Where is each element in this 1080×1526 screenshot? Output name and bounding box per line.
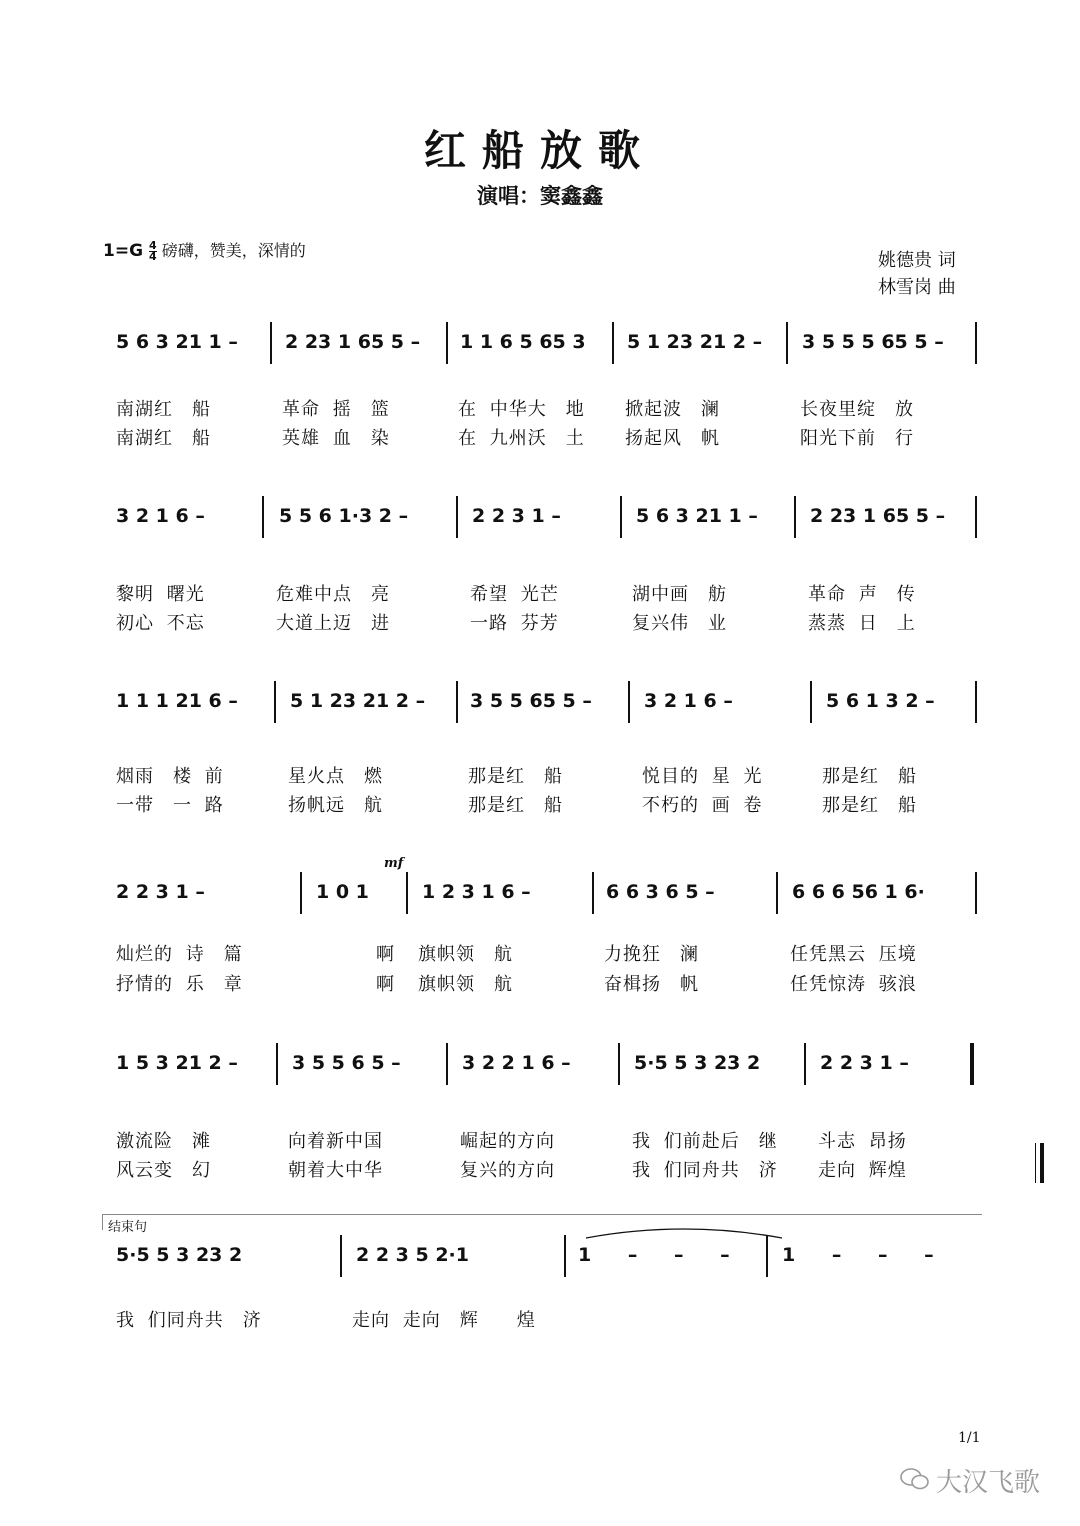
measure: 3 2 1 6 – xyxy=(644,690,733,712)
barline xyxy=(975,681,977,723)
measure: 1 0 1 xyxy=(316,881,369,903)
barline xyxy=(276,1043,278,1085)
wechat-icon xyxy=(900,1468,930,1490)
lyric: 英雄 血 染 xyxy=(282,428,390,449)
lyric: 在 中华大 地 xyxy=(458,399,585,420)
lyric: 朝着大中华 xyxy=(288,1160,383,1181)
barline xyxy=(786,322,788,364)
lyric: 黎明 曙光 xyxy=(116,584,205,605)
lyric: 那是红 船 xyxy=(822,795,917,816)
time-signature: $\frac{4}{4}$ xyxy=(149,238,157,263)
measure: 1 2 3 1 6 – xyxy=(422,881,531,903)
mood-marking: 磅礴，赞美，深情的 xyxy=(161,241,306,260)
lyric: 阳光下前 行 xyxy=(800,428,914,449)
lyric: 掀起波 澜 xyxy=(625,399,720,420)
barline xyxy=(975,872,977,914)
lyricist-credit: 姚德贵 词 xyxy=(878,250,956,271)
barline xyxy=(776,872,778,914)
measure: 1 – – – xyxy=(578,1244,730,1266)
measure: 5 1 23 21 2 – xyxy=(290,690,426,712)
lyric: 抒情的 乐 章 xyxy=(116,974,243,995)
barline xyxy=(446,322,448,364)
lyric: 向着新中国 xyxy=(288,1131,383,1152)
lyric: 扬帆远 航 xyxy=(288,795,383,816)
measure: 6 6 3 6 5 – xyxy=(606,881,715,903)
measure: 3 5 5 5 65 5 – xyxy=(802,331,944,353)
measure: 2 2 3 5 2·1 xyxy=(356,1244,469,1266)
composer-credit: 林雪岗 曲 xyxy=(878,277,956,298)
lyric: 长夜里绽 放 xyxy=(800,399,914,420)
barline xyxy=(340,1235,342,1277)
barline xyxy=(456,681,458,723)
barline xyxy=(262,496,264,538)
lyric: 走向 辉煌 xyxy=(818,1160,907,1181)
lyric: 奋楫扬 帆 xyxy=(604,974,699,995)
lyric: 任凭惊涛 骇浪 xyxy=(790,974,917,995)
lyric: 南湖红 船 xyxy=(116,428,211,449)
barline xyxy=(794,496,796,538)
barline xyxy=(300,872,302,914)
lyric: 灿烂的 诗 篇 xyxy=(116,944,243,965)
lyric: 那是红 船 xyxy=(822,766,917,787)
lyric: 啊 xyxy=(376,944,395,965)
key-signature xyxy=(103,238,306,262)
dynamic-mark: mf xyxy=(384,856,404,871)
lyric: 激流险 滩 xyxy=(116,1131,211,1152)
measure: 5·5 5 3 23 2 xyxy=(116,1244,243,1266)
measure: 2 23 1 65 5 – xyxy=(285,331,421,353)
lyric: 旗帜领 航 xyxy=(418,974,513,995)
lyric: 湖中画 舫 xyxy=(632,584,727,605)
final-repeat-barline-thin xyxy=(1035,1143,1036,1183)
measure: 1 1 6 5 65 3 xyxy=(460,331,586,353)
page-number: 1/1 xyxy=(958,1430,981,1446)
lyric: 走向 走向 辉 煌 xyxy=(352,1310,536,1331)
lyric: 革命 摇 篮 xyxy=(282,399,390,420)
barline xyxy=(274,681,276,723)
barline xyxy=(628,681,630,723)
lyric: 复兴的方向 xyxy=(460,1160,555,1181)
lyric: 悦目的 星 光 xyxy=(642,766,763,787)
measure: 3 5 5 65 5 – xyxy=(470,690,592,712)
barline xyxy=(975,496,977,538)
lyric: 烟雨 楼 前 xyxy=(116,766,224,787)
ending-bracket xyxy=(102,1214,103,1230)
lyric: 一路 芬芳 xyxy=(470,613,559,634)
lyric: 任凭黑云 压境 xyxy=(790,944,917,965)
measure: 2 2 3 1 – xyxy=(116,881,205,903)
ending-label: 结束句 xyxy=(108,1220,148,1235)
lyric: 那是红 船 xyxy=(468,795,563,816)
measure: 1 – – – xyxy=(782,1244,934,1266)
measure: 5 5 6 1·3 2 – xyxy=(279,505,409,527)
repeat-barline xyxy=(970,1043,974,1085)
lyric: 那是红 船 xyxy=(468,766,563,787)
measure: 2 23 1 65 5 – xyxy=(810,505,946,527)
lyric: 我 们同舟共 济 xyxy=(116,1310,262,1331)
lyric: 蒸蒸 日 上 xyxy=(808,613,916,634)
barline xyxy=(618,1043,620,1085)
lyric: 我 们前赴后 继 xyxy=(632,1131,778,1152)
song-title: 红船放歌 xyxy=(423,126,656,175)
barline xyxy=(564,1235,566,1277)
measure: 1 5 3 21 2 – xyxy=(116,1052,238,1074)
barline xyxy=(446,1043,448,1085)
barline xyxy=(406,872,408,914)
measure: 2 2 3 1 – xyxy=(820,1052,909,1074)
barline xyxy=(620,496,622,538)
barline xyxy=(612,322,614,364)
lyric: 危难中点 亮 xyxy=(276,584,390,605)
measure: 3 2 1 6 – xyxy=(116,505,205,527)
singer-credit: 演唱：窦鑫鑫 xyxy=(477,184,603,208)
measure: 5 6 3 21 1 – xyxy=(116,331,238,353)
final-repeat-barline xyxy=(1040,1143,1044,1183)
lyric: 南湖红 船 xyxy=(116,399,211,420)
lyric: 崛起的方向 xyxy=(460,1131,555,1152)
lyric: 复兴伟 业 xyxy=(632,613,727,634)
lyric: 在 九州沃 土 xyxy=(458,428,585,449)
tie-arc xyxy=(584,1224,784,1240)
measure: 3 5 5 6 5 – xyxy=(292,1052,401,1074)
lyric: 扬起风 帆 xyxy=(625,428,720,449)
watermark: 大汉飞歌 xyxy=(936,1468,1041,1498)
lyric: 风云变 幻 xyxy=(116,1160,211,1181)
ending-divider xyxy=(102,1214,982,1215)
barline xyxy=(804,1043,806,1085)
measure: 5·5 5 3 23 2 xyxy=(634,1052,761,1074)
lyric: 旗帜领 航 xyxy=(418,944,513,965)
barline xyxy=(810,681,812,723)
measure: 5 6 1 3 2 – xyxy=(826,690,935,712)
lyric: 希望 光芒 xyxy=(470,584,559,605)
measure: 5 1 23 21 2 – xyxy=(627,331,763,353)
lyric: 啊 xyxy=(376,974,395,995)
measure: 6 6 6 56 1 6· xyxy=(792,881,925,903)
lyric: 星火点 燃 xyxy=(288,766,383,787)
key-text: 1=G xyxy=(103,241,144,261)
barline xyxy=(270,322,272,364)
lyric: 斗志 昂扬 xyxy=(818,1131,907,1152)
barline xyxy=(456,496,458,538)
lyric: 我 们同舟共 济 xyxy=(632,1160,778,1181)
measure: 2 2 3 1 – xyxy=(472,505,561,527)
lyric: 力挽狂 澜 xyxy=(604,944,699,965)
barline xyxy=(766,1235,768,1277)
lyric: 大道上迈 进 xyxy=(276,613,390,634)
barline xyxy=(592,872,594,914)
lyric: 初心 不忘 xyxy=(116,613,205,634)
barline xyxy=(975,322,977,364)
measure: 1 1 1 21 6 – xyxy=(116,690,238,712)
lyric: 革命 声 传 xyxy=(808,584,916,605)
measure: 5 6 3 21 1 – xyxy=(636,505,758,527)
lyric: 不朽的 画 卷 xyxy=(642,795,763,816)
measure: 3 2 2 1 6 – xyxy=(462,1052,571,1074)
lyric: 一带 一 路 xyxy=(116,795,224,816)
